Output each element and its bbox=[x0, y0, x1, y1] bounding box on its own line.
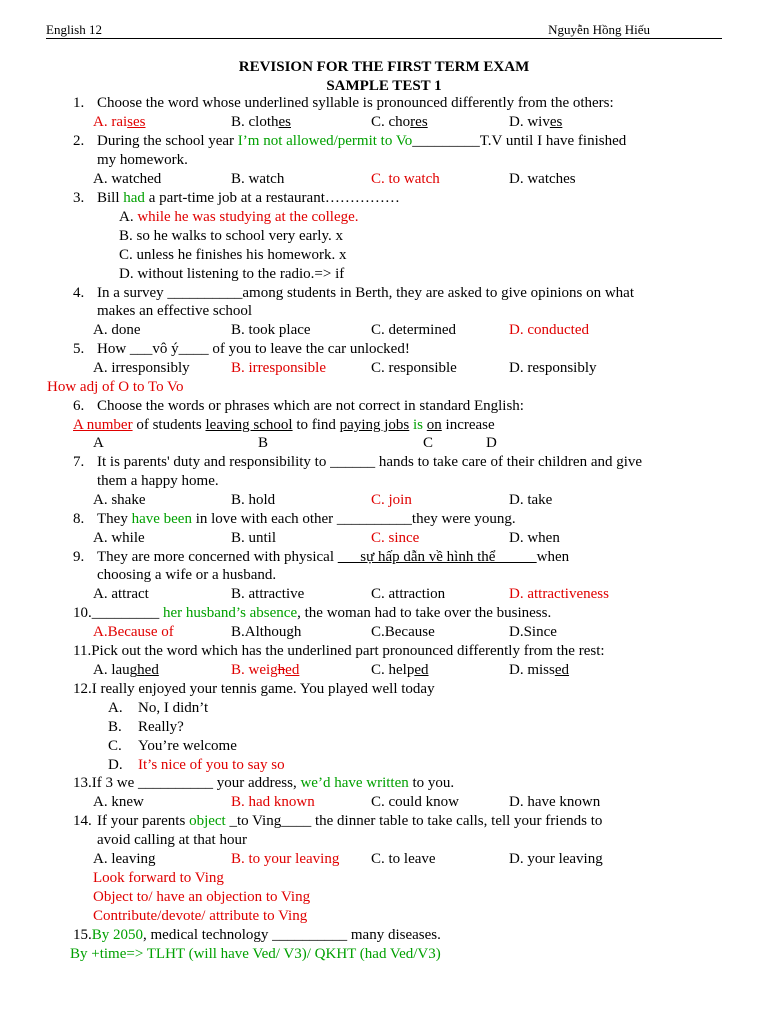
option-d: D.Since bbox=[509, 624, 557, 640]
question-7 bbox=[73, 453, 723, 472]
option-a: A. while bbox=[93, 530, 145, 546]
option-b: B. to your leaving bbox=[231, 851, 340, 867]
question-number: 2. bbox=[73, 133, 85, 149]
title-main: REVISION FOR THE FIRST TERM EXAM bbox=[238, 59, 530, 75]
question-text: If your parents object _to Ving____ the dinner table to take calls, tell your friends to bbox=[97, 813, 603, 829]
question-text: I really enjoyed your tennis game. You played well today bbox=[91, 681, 435, 697]
option-d: D. when bbox=[509, 530, 560, 546]
option-a: A. shake bbox=[93, 492, 146, 508]
question-text: Choose the word whose underlined syllable is pronounced differently from the others: bbox=[97, 95, 614, 111]
question-text: In a survey __________among students in Berth, they are asked to give opinions on what bbox=[97, 285, 634, 301]
question-10 bbox=[73, 604, 551, 623]
option-b: B. hold bbox=[231, 492, 276, 508]
question-3 bbox=[73, 189, 723, 208]
option-d: D. take bbox=[509, 492, 553, 508]
question-text: By 2050, medical technology __________ many diseases. bbox=[91, 927, 441, 943]
option-b: B. clothes bbox=[231, 114, 291, 130]
label-d: D bbox=[486, 435, 497, 451]
option-b: B.Although bbox=[231, 624, 302, 640]
label-b: B bbox=[258, 435, 269, 451]
question-5 bbox=[73, 340, 723, 359]
option-c: C. helped bbox=[371, 662, 429, 678]
q2-continuation: my homework. bbox=[97, 152, 188, 168]
header-subject: English 12 bbox=[46, 22, 102, 37]
q9-continuation: choosing a wife or a husband. bbox=[97, 567, 277, 583]
option-d: D. watches bbox=[509, 171, 576, 187]
option-c: C. attraction bbox=[371, 586, 446, 602]
question-text: Bill had a part-time job at a restaurant…………… bbox=[97, 190, 400, 206]
option-d: D. without listening to the radio.=> if bbox=[119, 266, 345, 282]
option-d: D. wives bbox=[509, 114, 563, 130]
question-number: 14. bbox=[73, 813, 92, 829]
option-a: A. attract bbox=[93, 586, 149, 602]
question-number: 11. bbox=[73, 643, 92, 659]
label-c: C bbox=[423, 435, 434, 451]
question-11 bbox=[73, 642, 605, 661]
option-d: D. your leaving bbox=[509, 851, 603, 867]
question-1 bbox=[73, 94, 723, 113]
title-sub: SAMPLE TEST 1 bbox=[326, 78, 442, 94]
grammar-note: How adj of O to To Vo bbox=[47, 379, 184, 395]
option-a: A. knew bbox=[93, 794, 144, 810]
option-c: C. since bbox=[371, 530, 420, 546]
question-8 bbox=[73, 510, 723, 529]
question-14 bbox=[73, 812, 723, 831]
grammar-note: Object to/ have an objection to Ving bbox=[93, 889, 311, 905]
grammar-note: By +time=> TLHT (will have Ved/ V3)/ QKHT (had Ved/V3) bbox=[70, 946, 441, 962]
question-text: Choose the words or phrases which are not correct in standard English: bbox=[97, 398, 524, 414]
question-number: 12. bbox=[73, 681, 92, 697]
question-text: How ___vô ý____ of you to leave the car unlocked! bbox=[97, 341, 410, 357]
option-a: A. watched bbox=[93, 171, 162, 187]
option-b: B. Really? bbox=[108, 719, 184, 735]
question-2 bbox=[73, 132, 723, 151]
option-c: C. to leave bbox=[371, 851, 436, 867]
option-a: A. done bbox=[93, 322, 141, 338]
option-c: C. to watch bbox=[371, 171, 440, 187]
option-c: C. responsible bbox=[371, 360, 457, 376]
option-b: B. attractive bbox=[231, 586, 305, 602]
question-text: During the school year I’m not allowed/permit to Vo_________T.V until I have finished bbox=[97, 133, 627, 149]
label-a: A bbox=[93, 435, 104, 451]
option-d: D. have known bbox=[509, 794, 601, 810]
option-b: B. until bbox=[231, 530, 277, 546]
header-author: Nguyễn Hồng Hiếu bbox=[548, 22, 650, 37]
option-a: A. No, I didn’t bbox=[108, 700, 209, 716]
question-4 bbox=[73, 284, 723, 303]
q4-continuation: makes an effective school bbox=[97, 303, 253, 319]
option-b: B. weighed bbox=[231, 662, 300, 678]
option-d: D. attractiveness bbox=[509, 586, 609, 602]
option-a: A. laughed bbox=[93, 662, 159, 678]
question-15 bbox=[73, 926, 441, 945]
option-b: B. watch bbox=[231, 171, 285, 187]
question-number: 4. bbox=[73, 285, 85, 301]
question-text: They have been in love with each other __________they were young. bbox=[97, 511, 516, 527]
option-b: B. irresponsible bbox=[231, 360, 326, 376]
question-text: They are more concerned with physical sự hấp dẫn về hình thể when bbox=[97, 549, 570, 565]
question-9 bbox=[73, 548, 723, 567]
option-a: A.Because of bbox=[93, 624, 174, 640]
option-a: A. raises bbox=[93, 114, 146, 130]
option-c: C.Because bbox=[371, 624, 435, 640]
option-a: A. leaving bbox=[93, 851, 156, 867]
option-b: B. so he walks to school very early. x bbox=[119, 228, 343, 244]
option-a: A. while he was studying at the college. bbox=[119, 209, 359, 225]
question-number: 15. bbox=[73, 927, 92, 943]
option-c: C. You’re welcome bbox=[108, 738, 237, 754]
question-13 bbox=[73, 774, 454, 793]
question-number: 7. bbox=[73, 454, 85, 470]
question-text: _________ her husband’s absence, the woman had to take over the business. bbox=[91, 605, 552, 621]
option-d: D. missed bbox=[509, 662, 570, 678]
page-header bbox=[46, 22, 722, 39]
q14-continuation: avoid calling at that hour bbox=[97, 832, 247, 848]
option-c: C. join bbox=[371, 492, 412, 508]
question-number: 5. bbox=[73, 341, 85, 357]
option-a: A. irresponsibly bbox=[93, 360, 190, 376]
question-12 bbox=[73, 680, 435, 699]
option-d: D. It’s nice of you to say so bbox=[108, 757, 285, 773]
question-number: 1. bbox=[73, 95, 85, 111]
question-number: 9. bbox=[73, 549, 85, 565]
option-c: C. could know bbox=[371, 794, 459, 810]
question-number: 10. bbox=[73, 605, 92, 621]
option-b: B. had known bbox=[231, 794, 315, 810]
option-d: D. conducted bbox=[509, 322, 589, 338]
question-number: 3. bbox=[73, 190, 85, 206]
grammar-note: Look forward to Ving bbox=[93, 870, 224, 886]
question-text: It is parents' duty and responsibility to ______ hands to take care of their children and give bbox=[97, 454, 643, 470]
question-number: 13. bbox=[73, 775, 92, 791]
grammar-note: Contribute/devote/ attribute to Ving bbox=[93, 908, 308, 924]
question-number: 8. bbox=[73, 511, 85, 527]
question-text: If 3 we __________ your address, we’d have written to you. bbox=[91, 775, 455, 791]
option-c: C. unless he finishes his homework. x bbox=[119, 247, 347, 263]
option-c: C. determined bbox=[371, 322, 456, 338]
option-c: C. chores bbox=[371, 114, 428, 130]
q6-sentence: A number of students leaving school to find paying jobs is on increase bbox=[73, 417, 495, 433]
question-number: 6. bbox=[73, 398, 85, 414]
question-6 bbox=[73, 397, 723, 416]
q7-continuation: them a happy home. bbox=[97, 473, 219, 489]
option-d: D. responsibly bbox=[509, 360, 597, 376]
question-text: Pick out the word which has the underlined part pronounced differently from the rest: bbox=[91, 643, 605, 659]
option-b: B. took place bbox=[231, 322, 311, 338]
